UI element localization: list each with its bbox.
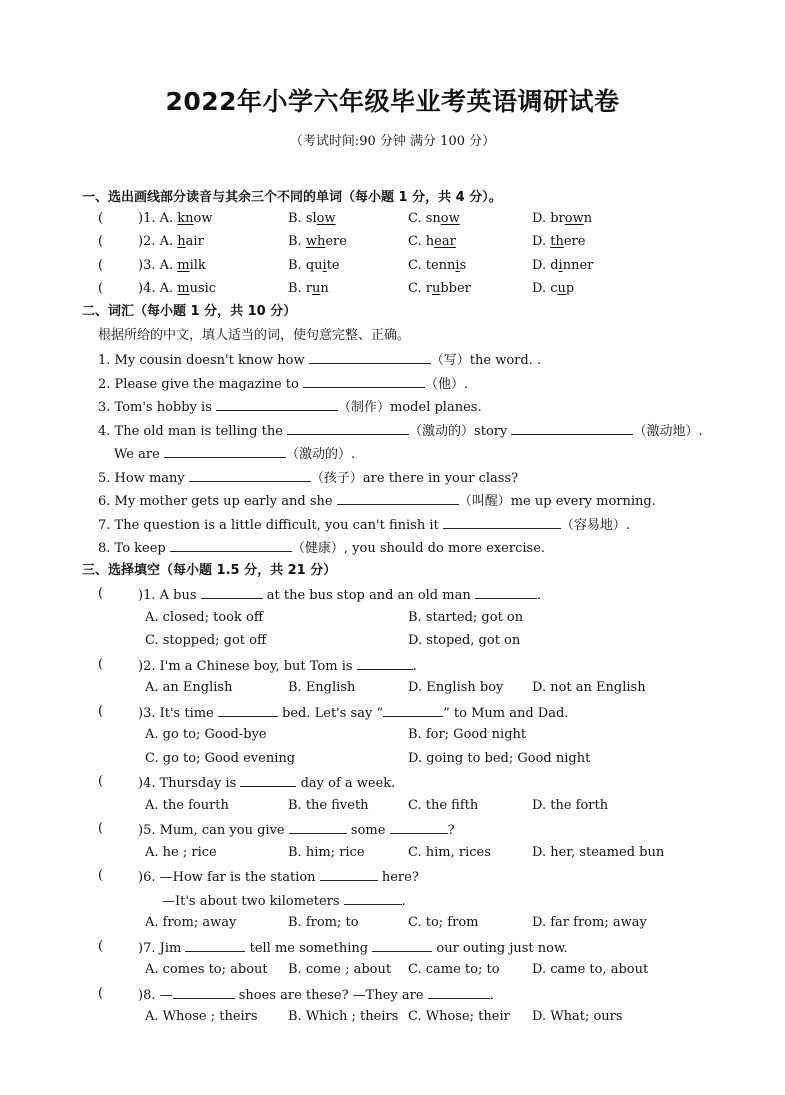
s1-q3-option-a: )3. A. milk bbox=[138, 258, 206, 273]
s3-q6-option-a: A. from; away bbox=[145, 915, 237, 930]
s2-item-3: 3. Tom's hobby is （制作）model planes. bbox=[98, 400, 482, 415]
s2-item-5: 5. How many （孩子）are there in your class? bbox=[98, 471, 519, 486]
answer-paren: ( bbox=[98, 657, 104, 672]
s3-q4-option-d: D. the forth bbox=[532, 798, 609, 813]
answer-paren: ( bbox=[98, 586, 104, 601]
s1-q4-option-c: C. rubber bbox=[408, 281, 471, 296]
s1-q4-option-b: B. run bbox=[288, 281, 329, 296]
s3-q7-option-a: A. comes to; about bbox=[145, 962, 268, 977]
s3-q5-option-d: D. her, steamed bun bbox=[532, 845, 665, 860]
s1-q1-option-d: D. brown bbox=[532, 211, 593, 226]
answer-paren: ( bbox=[98, 774, 104, 789]
s3-q3-option-a: A. go to; Good-bye bbox=[145, 727, 267, 742]
s1-q3-option-c: C. tennis bbox=[408, 258, 467, 273]
s3-q7-option-c: C. came to; to bbox=[408, 962, 500, 977]
answer-paren: ( bbox=[98, 939, 104, 954]
section2-instruction: 根据所给的中文，填人适当的词，使句意完整、正确。 bbox=[98, 328, 411, 343]
s3-q2-stem: )2. I'm a Chinese boy, but Tom is . bbox=[138, 659, 417, 674]
s3-q6-option-c: C. to; from bbox=[408, 915, 479, 930]
answer-paren: ( bbox=[98, 258, 104, 273]
s3-q4-option-c: C. the fifth bbox=[408, 798, 479, 813]
s3-q7-stem: )7. Jim tell me something our outing just now. bbox=[138, 941, 568, 956]
s2-item-2: 2. Please give the magazine to （他）. bbox=[98, 377, 469, 392]
s3-q8-stem: )8. — shoes are these? —They are . bbox=[138, 988, 494, 1003]
s3-q1-option-b: B. started; got on bbox=[408, 610, 524, 625]
answer-paren: ( bbox=[98, 821, 104, 836]
s3-q7-option-d: D. came to, about bbox=[532, 962, 649, 977]
s1-q3-option-b: B. quite bbox=[288, 258, 340, 273]
s3-q6-option-d: D. far from; away bbox=[532, 915, 647, 930]
s3-q5-option-c: C. him, rices bbox=[408, 845, 491, 860]
s3-q3-stem: )3. It's time bed. Let's say “ ” to Mum and Dad. bbox=[138, 706, 569, 721]
s2-item-6: 6. My mother gets up early and she （叫醒）me up every morning. bbox=[98, 494, 656, 509]
s3-q1-option-d: D. stoped, got on bbox=[408, 633, 521, 648]
section2-heading: 二、词汇（每小题 1 分，共 10 分） bbox=[82, 304, 297, 319]
s2-item-7: 7. The question is a little difficult, you can't finish it （容易地）. bbox=[98, 518, 630, 533]
answer-paren: ( bbox=[98, 211, 104, 226]
s3-q1-stem: )1. A bus at the bus stop and an old man . bbox=[138, 588, 541, 603]
s3-q4-option-a: A. the fourth bbox=[145, 798, 229, 813]
s1-q4-option-d: D. cup bbox=[532, 281, 575, 296]
s3-q8-option-c: C. Whose; their bbox=[408, 1009, 510, 1024]
s3-q6-stem: )6. —How far is the station here? bbox=[138, 870, 419, 885]
s3-q8-option-a: A. Whose ; theirs bbox=[145, 1009, 258, 1024]
s3-q2-option-a: A. an English bbox=[145, 680, 233, 695]
s2-item-4: 4. The old man is telling the （激动的）story （激动地）. bbox=[98, 424, 703, 439]
s3-q3-option-c: C. go to; Good evening bbox=[145, 751, 296, 766]
s3-q8-option-d: D. What; ours bbox=[532, 1009, 623, 1024]
answer-paren: ( bbox=[98, 986, 104, 1001]
answer-paren: ( bbox=[98, 281, 104, 296]
s3-q5-option-a: A. he ; rice bbox=[145, 845, 217, 860]
s3-q5-stem: )5. Mum, can you give some ? bbox=[138, 823, 455, 838]
s1-q2-option-b: B. where bbox=[288, 234, 347, 249]
s3-q8-option-b: B. Which ; theirs bbox=[288, 1009, 399, 1024]
section1-heading: 一、选出画线部分读音与其余三个不同的单词（每小题 1 分，共 4 分）。 bbox=[82, 190, 502, 205]
s3-q5-option-b: B. him; rice bbox=[288, 845, 365, 860]
s3-q2-option-c: D. English boy bbox=[408, 680, 504, 695]
s3-q4-stem: )4. Thursday is day of a week. bbox=[138, 776, 396, 791]
s1-q2-option-a: )2. A. hair bbox=[138, 234, 204, 249]
section3-heading: 三、选择填空（每小题 1.5 分，共 21 分） bbox=[82, 563, 337, 578]
s1-q1-option-a: )1. A. know bbox=[138, 211, 213, 226]
s1-q4-option-a: )4. A. music bbox=[138, 281, 217, 296]
s3-q4-option-b: B. the fiveth bbox=[288, 798, 369, 813]
s3-q7-option-b: B. come ; about bbox=[288, 962, 392, 977]
s1-q2-option-d: D. there bbox=[532, 234, 586, 249]
s3-q6-option-b: B. from; to bbox=[288, 915, 359, 930]
s2-item-8: 8. To keep （健康）, you should do more exercise. bbox=[98, 541, 546, 556]
s1-q1-option-b: B. slow bbox=[288, 211, 336, 226]
exam-title: 2022年小学六年级毕业考英语调研试卷 bbox=[165, 87, 620, 116]
s2-item-4b: We are （激动的）. bbox=[114, 447, 356, 462]
s1-q1-option-c: C. snow bbox=[408, 211, 460, 226]
s3-q6-stem-reply: —It's about two kilometers . bbox=[162, 894, 406, 909]
exam-subtitle: （考试时间:90 分钟 满分 100 分） bbox=[289, 134, 496, 149]
s1-q3-option-d: D. dinner bbox=[532, 258, 594, 273]
s3-q2-option-d: D. not an English bbox=[532, 680, 646, 695]
s2-item-1: 1. My cousin doesn't know how （写）the word. . bbox=[98, 353, 542, 368]
s3-q1-option-a: A. closed; took off bbox=[145, 610, 264, 625]
s1-q2-option-c: C. hear bbox=[408, 234, 456, 249]
answer-paren: ( bbox=[98, 868, 104, 883]
s3-q1-option-c: C. stopped; got off bbox=[145, 633, 267, 648]
s3-q2-option-b: B. English bbox=[288, 680, 356, 695]
s3-q3-option-b: B. for; Good night bbox=[408, 727, 527, 742]
s3-q3-option-d: D. going to bed; Good night bbox=[408, 751, 591, 766]
answer-paren: ( bbox=[98, 234, 104, 249]
answer-paren: ( bbox=[98, 704, 104, 719]
